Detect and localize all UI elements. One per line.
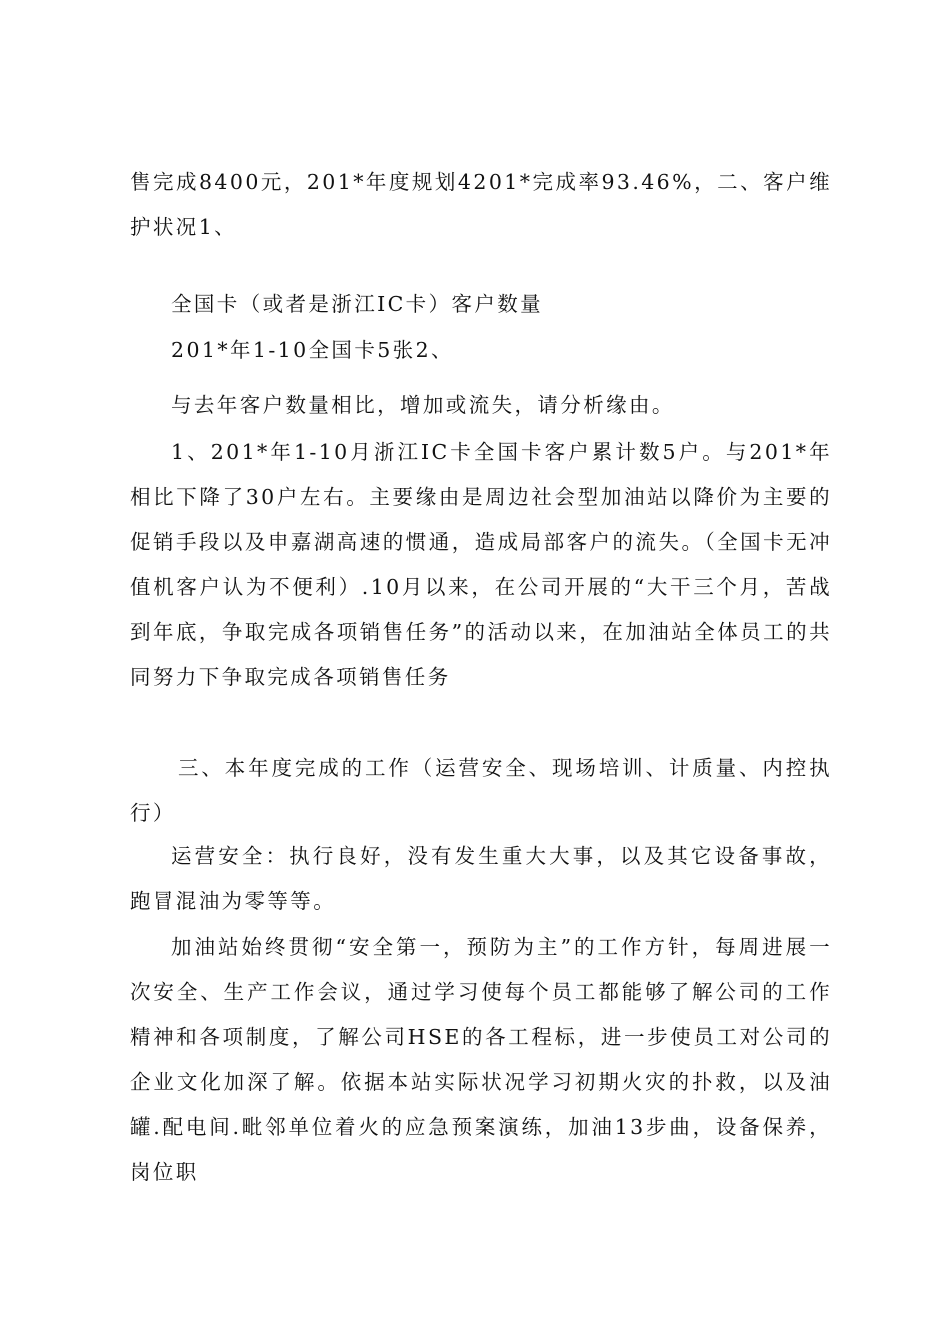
paragraph-card-customers-heading: 全国卡（或者是浙江IC卡）客户数量 [171, 292, 544, 316]
paragraph-sales-summary: 售完成8400元，201*年度规划4201*完成率93.46%，二、客户维护状况1、 [130, 170, 832, 239]
paragraph-customer-analysis: 1、201*年1-10月浙江IC卡全国卡客户累计数5户。与201*年相比下降了30户左右。主要缘由是周边社会型加油站以降价为主要的促销手段以及申嘉湖高速的惯通，造成局部客户的流失。（全国卡无冲值机客户认为不便利）.10月以来，在公司开展的“大干三个月，苦战到年底，争取完成各项销售任务”的活动以来，在加油站全体员工的共同努力下争取完成各项销售任务 [130, 440, 832, 689]
paragraph-card-count: 201*年1-10全国卡5张2、 [171, 338, 454, 362]
paragraph-safety-policy: 加油站始终贯彻“安全第一，预防为主”的工作方针，每周进展一次安全、生产工作会议，通过学习使每个员工都能够了解公司的工作精神和各项制度，了解公司HSE的各工程标，进一步使员工对公司的企业文化加深了解。依据本站实际状况学习初期火灾的扑救，以及油罐.配电间.毗邻单位着火的应急预案演练，加油13步曲，设备保养，岗位职 [130, 935, 832, 1184]
paragraph-section-three-heading: 三、本年度完成的工作（运营安全、现场培训、计质量、内控执行） [130, 756, 832, 825]
paragraph-operation-safety: 运营安全：执行良好，没有发生重大大事，以及其它设备事故，跑冒混油为零等等。 [130, 844, 832, 913]
paragraph-compare-question: 与去年客户数量相比，增加或流失，请分析缘由。 [171, 393, 675, 417]
